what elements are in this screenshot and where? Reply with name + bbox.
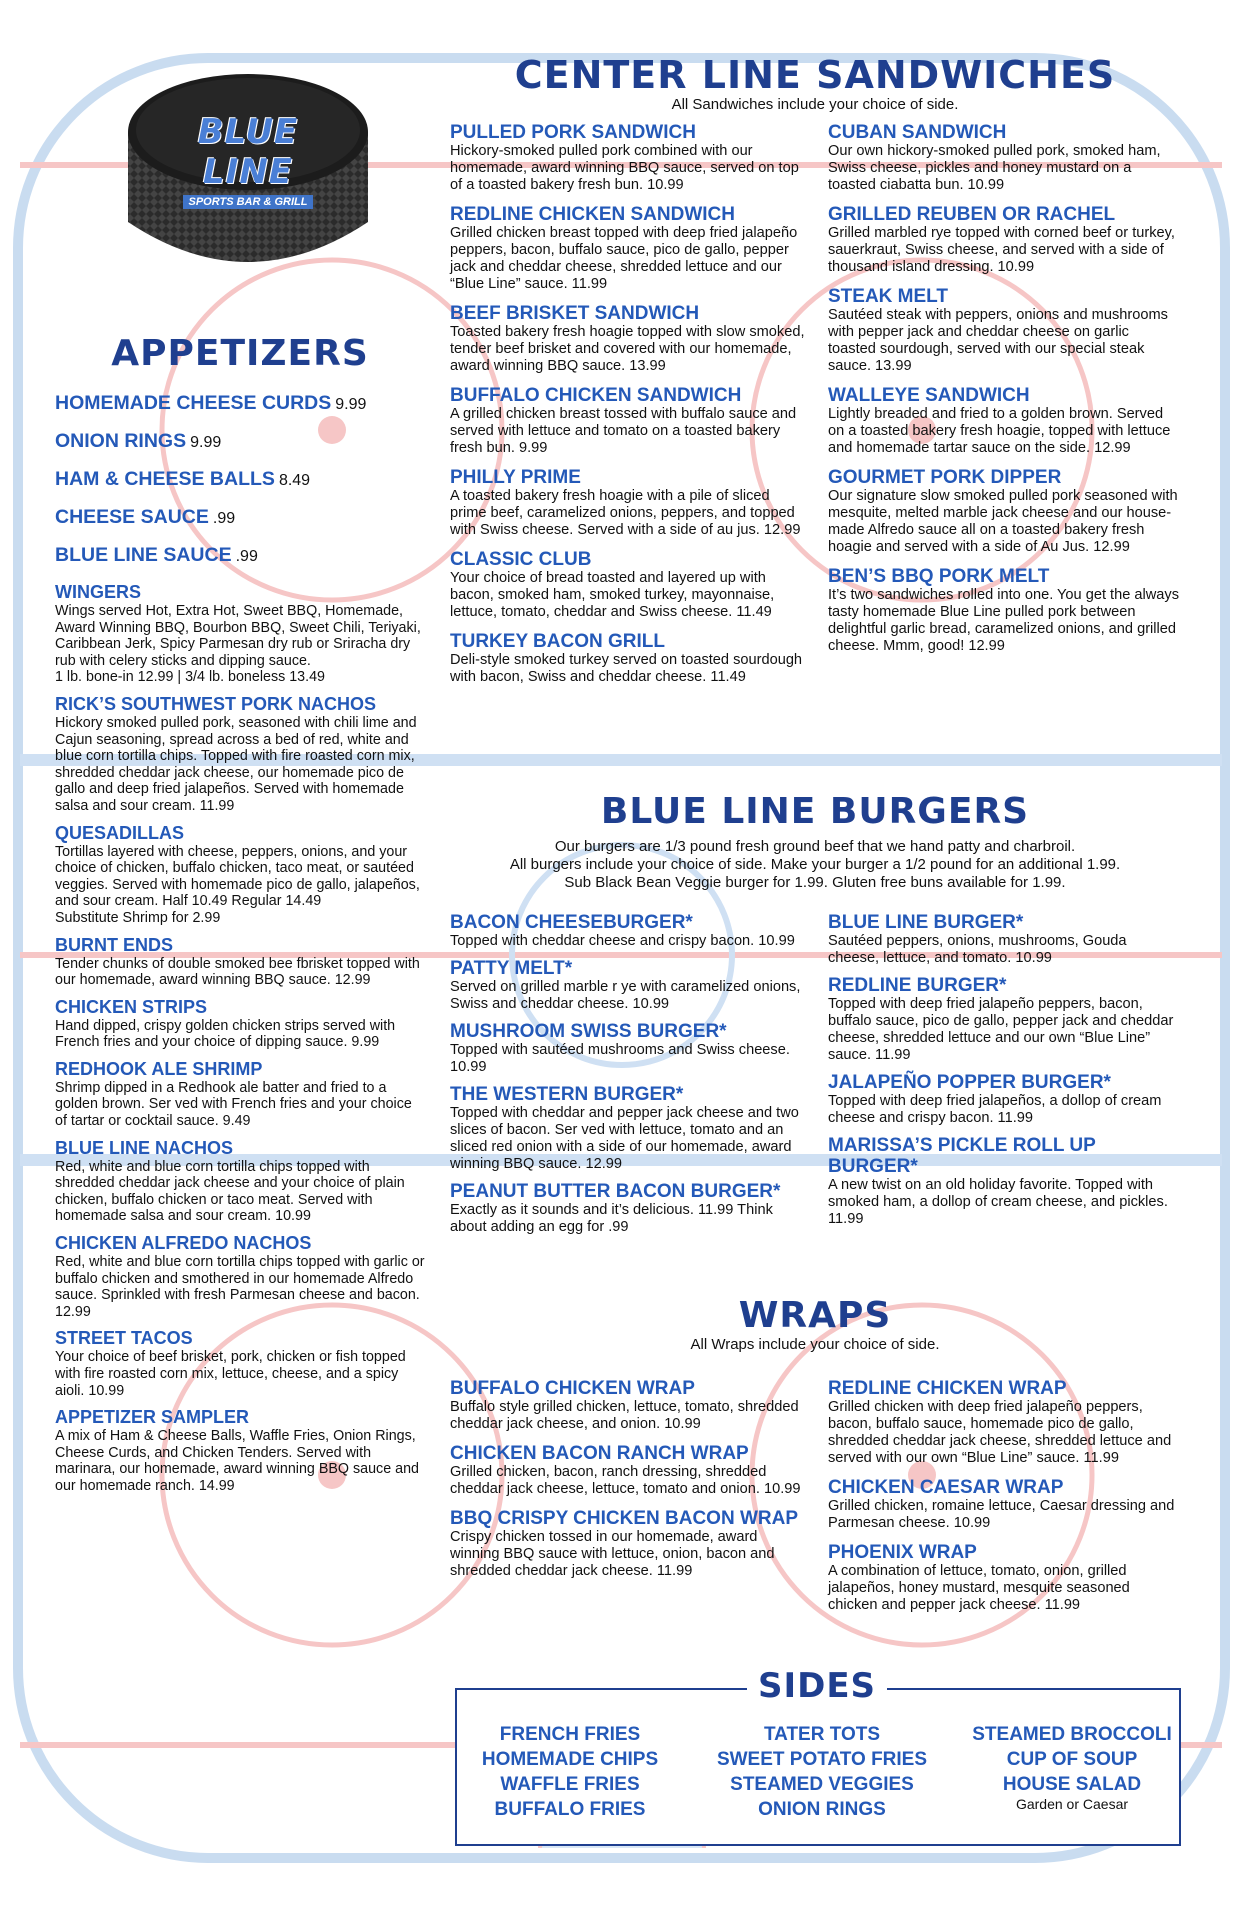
- menu-item-name: HOMEMADE CHEESE CURDS: [55, 392, 332, 414]
- menu-item-name: CHICKEN BACON RANCH WRAP: [450, 1443, 749, 1464]
- menu-item-name: MUSHROOM SWISS BURGER*: [450, 1021, 727, 1042]
- menu-item-name: CHICKEN CAESAR WRAP: [828, 1477, 1064, 1498]
- menu-item-name: CHEESE SAUCE: [55, 506, 209, 528]
- menu-item-name: BEN’S BBQ PORK MELT: [828, 566, 1050, 587]
- sandwiches-title: CENTER LINE SANDWICHES: [514, 53, 1116, 97]
- menu-item-price: .99: [235, 548, 258, 565]
- side-item: HOMEMADE CHIPS: [481, 1749, 659, 1770]
- menu-item: [450, 1084, 805, 1173]
- menu-item-name: RICK’S SOUTHWEST PORK NACHOS: [55, 693, 377, 714]
- menu-item: [55, 1407, 425, 1494]
- menu-item-description: Crispy chicken tossed in our homemade, award winning BBQ sauce with lettuce, onion, bacon and shredded cheddar jack cheese. 11.99: [450, 1529, 775, 1579]
- wraps-subtitle: All Wraps include your choice of side.: [690, 1336, 940, 1353]
- menu-item-extra: 1 lb. bone-in 12.99 | 3/4 lb. boneless 13.49: [55, 669, 325, 686]
- menu-item-description: It’s two sandwiches rolled into one. You get the always tasty homemade Blue Line pulled pork between delightful garlic bread, caramelized onions, and grilled cheese. Mmm, good! 12.99: [828, 587, 1180, 654]
- menu-item-price: 9.99: [190, 434, 222, 451]
- menu-item-description: Tortillas layered with cheese, peppers, onions, and your choice of chicken, buffalo chicken, taco meat, or sautéed veggies. Served with homemade pico de gallo, jalapeños, and sour cream. Half 10.49 Regular 14.49: [55, 843, 420, 910]
- menu-item-name: PHILLY PRIME: [450, 467, 581, 488]
- side-item: ONION RINGS: [758, 1799, 886, 1820]
- appetizer-simple-item: [55, 430, 425, 454]
- menu-item: [828, 1135, 1180, 1228]
- menu-item-name: GOURMET PORK DIPPER: [828, 467, 1062, 488]
- menu-item: [450, 122, 805, 194]
- menu-item-description: A new twist on an old holiday favorite. Topped with smoked ham, a dollop of cream cheese, and pickles. 11.99: [828, 1177, 1168, 1227]
- side-salad-note: Garden or Caesar: [1015, 1796, 1129, 1812]
- menu-item: [828, 912, 1180, 967]
- appetizer-simple-item: [55, 468, 425, 492]
- menu-item-name: BACON CHEESEBURGER*: [450, 912, 693, 933]
- menu-item-description: Topped with sautéed mushrooms and Swiss cheese. 10.99: [450, 1042, 790, 1075]
- menu-item: [55, 1059, 425, 1130]
- menu-item-description: Hickory-smoked pulled pork combined with our homemade, award winning BBQ sauce, served on top of a toasted bakery fresh bun. 10.99: [450, 143, 799, 193]
- appetizer-simple-item: [55, 506, 425, 530]
- menu-item: [55, 1138, 425, 1225]
- menu-item-name: PATTY MELT*: [450, 958, 573, 979]
- logo-title: BLUE LINE: [197, 112, 299, 192]
- menu-item-name: THE WESTERN BURGER*: [450, 1084, 684, 1105]
- menu-item-extra: Substitute Shrimp for 2.99: [55, 909, 221, 926]
- menu-item: [828, 975, 1180, 1064]
- menu-item-description: Topped with cheddar and pepper jack cheese and two slices of bacon. Ser ved with lettuce, tomato and an sliced red onion with a side of our homemade, award winning BBQ sauce. 12.99: [450, 1105, 799, 1172]
- menu-item-name: REDLINE CHICKEN SANDWICH: [450, 204, 735, 225]
- menu-item: [450, 1378, 805, 1433]
- menu-item: [450, 1021, 805, 1076]
- appetizers-section: [55, 333, 425, 1503]
- menu-item-name: APPETIZER SAMPLER: [55, 1407, 250, 1428]
- menu-item-name: BLUE LINE SAUCE: [55, 544, 232, 566]
- sides-col-1: [465, 1722, 675, 1822]
- menu-item-description: Grilled chicken, bacon, ranch dressing, shredded cheddar jack cheese, lettuce, tomato and onion. 10.99: [450, 1464, 801, 1497]
- side-item: SWEET POTATO FRIES: [716, 1749, 928, 1770]
- menu-item-name: PULLED PORK SANDWICH: [450, 122, 696, 143]
- menu-item: [55, 823, 425, 927]
- menu-item: [450, 1443, 805, 1498]
- menu-item: [55, 582, 425, 686]
- menu-item: [450, 1181, 805, 1236]
- menu-item-description: Buffalo style grilled chicken, lettuce, tomato, shredded cheddar jack cheese, and onion. 10.99: [450, 1399, 799, 1432]
- menu-item-price: .99: [212, 510, 236, 527]
- menu-item-name: ONION RINGS: [55, 430, 187, 452]
- side-item: FRENCH FRIES: [499, 1724, 641, 1745]
- menu-item-name: REDHOOK ALE SHRIMP: [55, 1058, 263, 1079]
- menu-item-description: Red, white and blue corn tortilla chips topped with shredded cheddar jack cheese and your choice of plain chicken, buffalo chicken or taco meat. Served with homemade salsa and sour cream. 10.99: [55, 1158, 405, 1225]
- menu-item: [450, 385, 805, 457]
- menu-item-description: Red, white and blue corn tortilla chips topped with garlic or buffalo chicken and smothered in our homemade Alfredo sauce. Sprinkled with fresh Parmesan cheese and bacon. 12.99: [55, 1254, 425, 1320]
- menu-item-name: CLASSIC CLUB: [450, 549, 592, 570]
- menu-item-description: Your choice of bread toasted and layered up with bacon, smoked ham, smoked turkey, mayonnaise, lettuce, tomato, cheddar and Swiss cheese. 11.49: [450, 570, 775, 620]
- menu-item-description: Topped with deep fried jalapeño peppers, bacon, buffalo sauce, pico de gallo, pepper jack and cheddar cheese, shredded lettuce and our own “Blue Line” sauce. 11.99: [828, 996, 1174, 1063]
- menu-item-description: Lightly breaded and fried to a golden brown. Served on a toasted bakery fresh hoagie, topped with lettuce and homemade tartar sauce on the side. 12.99: [828, 406, 1171, 456]
- menu-item-description: Grilled marbled rye topped with corned beef or turkey, sauerkraut, Swiss cheese, and served with a side of thousand island dressing. 10.99: [828, 225, 1175, 275]
- sides-col-3: [967, 1722, 1177, 1811]
- menu-item-name: BLUE LINE BURGER*: [828, 912, 1024, 933]
- sandwiches-right-column: [828, 122, 1180, 665]
- menu-item-name: CHICKEN STRIPS: [55, 996, 208, 1017]
- menu-item: [828, 1542, 1180, 1614]
- menu-item-name: GRILLED REUBEN OR RACHEL: [828, 204, 1116, 225]
- menu-item-name: BBQ CRISPY CHICKEN BACON WRAP: [450, 1508, 799, 1529]
- wraps-right-column: [828, 1378, 1180, 1624]
- menu-item-description: Hand dipped, crispy golden chicken strips served with French fries and your choice of dipping sauce. 9.99: [55, 1017, 396, 1051]
- menu-item: [828, 385, 1180, 457]
- side-item: STEAMED VEGGIES: [730, 1774, 914, 1795]
- menu-item: [828, 122, 1180, 194]
- menu-item-name: PHOENIX WRAP: [828, 1542, 977, 1563]
- sides-box: [455, 1666, 1181, 1846]
- menu-item-price: 8.49: [278, 472, 311, 489]
- menu-item-description: Your choice of beef brisket, pork, chicken or fish topped with fire roasted corn mix, lettuce, cheese, and a spicy aioli. 10.99: [55, 1349, 406, 1399]
- menu-item-description: Our own hickory-smoked pulled pork, smoked ham, Swiss cheese, pickles and honey mustard on a toasted ciabatta bun. 10.99: [828, 143, 1161, 193]
- menu-item: [828, 286, 1180, 375]
- side-item: HOUSE SALAD: [1002, 1774, 1142, 1795]
- menu-item-description: Shrimp dipped in a Redhook ale batter and fried to a golden brown. Ser ved with French fries and your choice of tartar or cocktail sauce. 9.49: [55, 1079, 412, 1130]
- side-item: TATER TOTS: [763, 1724, 881, 1745]
- menu-item-description: Our signature slow smoked pulled pork seasoned with mesquite, melted marble jack cheese and our house-made Alfredo sauce all on a toasted bakery fresh hoagie and served with a side of Au Jus. 12.99: [828, 488, 1178, 555]
- menu-item-description: Grilled chicken breast topped with deep fried jalapeño peppers, bacon, buffalo sauce, pico de gallo, pepper jack and cheddar cheese, shredded lettuce and our “Blue Line” sauce. 11.99: [450, 225, 798, 292]
- menu-item: [55, 694, 425, 815]
- menu-item: [450, 303, 805, 375]
- menu-item-description: Sautéed steak with peppers, onions and mushrooms with pepper jack and cheddar cheese on garlic toasted sourdough, served with our special steak sauce. 13.99: [828, 307, 1168, 374]
- menu-item-description: Grilled chicken, romaine lettuce, Caesar dressing and Parmesan cheese. 10.99: [828, 1498, 1175, 1531]
- menu-item-name: PEANUT BUTTER BACON BURGER*: [450, 1181, 781, 1202]
- menu-item-name: BUFFALO CHICKEN WRAP: [450, 1378, 695, 1399]
- menu-item-name: BURNT ENDS: [55, 934, 174, 955]
- menu-item-name: BUFFALO CHICKEN SANDWICH: [450, 385, 742, 406]
- burgers-right-column: [828, 912, 1180, 1236]
- menu-item: [55, 1328, 425, 1399]
- menu-item-description: Deli-style smoked turkey served on toasted sourdough with bacon, Swiss and cheddar cheese. 11.49: [450, 652, 803, 685]
- menu-item: [450, 1508, 805, 1580]
- side-item: BUFFALO FRIES: [494, 1799, 646, 1820]
- menu-item-name: BLUE LINE NACHOS: [55, 1137, 234, 1158]
- menu-item-name: WINGERS: [55, 582, 142, 602]
- menu-item-description: A grilled chicken breast tossed with buffalo sauce and served with lettuce and tomato on a toasted bakery fresh bun. 9.99: [450, 406, 797, 456]
- menu-item: [450, 204, 805, 293]
- menu-item: [828, 204, 1180, 276]
- menu-item: [450, 912, 805, 950]
- wraps-section: [450, 1295, 1180, 1613]
- burgers-title: BLUE LINE BURGERS: [600, 791, 1030, 832]
- burgers-note-1: Our burgers are 1/3 pound fresh ground beef that we hand patty and charbroil.: [554, 838, 1076, 855]
- menu-item: [55, 1233, 425, 1320]
- sides-title: SIDES: [747, 1666, 887, 1706]
- menu-item-name: REDLINE CHICKEN WRAP: [828, 1378, 1067, 1399]
- menu-item-name: JALAPEÑO POPPER BURGER*: [828, 1072, 1111, 1093]
- menu-item-description: Exactly as it sounds and it’s delicious. 11.99 Think about adding an egg for .99: [450, 1202, 773, 1235]
- menu-item-name: TURKEY BACON GRILL: [450, 631, 665, 652]
- menu-item-name: CUBAN SANDWICH: [828, 122, 1007, 143]
- menu-item: [828, 1378, 1180, 1467]
- appetizers-list: [55, 582, 425, 1495]
- menu-item-description: Served on grilled marble r ye with caramelized onions, Swiss and cheddar cheese. 10.99: [450, 979, 801, 1012]
- logo-subtitle: SPORTS BAR & GRILL: [183, 195, 314, 209]
- menu-item: [828, 1072, 1180, 1127]
- menu-item-description: Topped with deep fried jalapeños, a dollop of cream cheese and crispy bacon. 11.99: [828, 1093, 1162, 1126]
- sandwiches-left-column: [450, 122, 805, 696]
- menu-item-description: Tender chunks of double smoked bee fbrisket topped with our homemade, award winning BBQ sauce. 12.99: [55, 955, 420, 989]
- sides-col-2: [702, 1722, 942, 1822]
- menu-item-description: Sautéed peppers, onions, mushrooms, Gouda cheese, lettuce, and tomato. 10.99: [828, 933, 1127, 966]
- menu-item-description: Hickory smoked pulled pork, seasoned with chili lime and Cajun seasoning, spread across a bed of red, white and blue corn tortilla chips. Topped with fire roasted corn mix, shredded cheddar jack cheese, our homemade pico de gallo and deep fried jalapeños. Served with homemade salsa and sour cream. 11.99: [55, 714, 417, 814]
- menu-item: [450, 549, 805, 621]
- menu-item: [55, 935, 425, 989]
- logo-puck: [118, 62, 378, 307]
- menu-item-description: Wings served Hot, Extra Hot, Sweet BBQ, Homemade, Award Winning BBQ, Bourbon BBQ, Sweet Chili, Teriyaki, Caribbean Jerk, Spicy Parmesan dry rub or Sriracha dry rub with celery sticks and dipping sauce.: [55, 603, 421, 669]
- menu-item-name: QUESADILLAS: [55, 822, 185, 843]
- menu-item-name: MARISSA’S PICKLE ROLL UP BURGER*: [828, 1135, 1096, 1177]
- menu-item: [828, 566, 1180, 655]
- menu-item-name: REDLINE BURGER*: [828, 975, 1007, 996]
- appetizer-simple-item: [55, 544, 425, 568]
- side-item: WAFFLE FRIES: [500, 1774, 640, 1795]
- menu-item-description: Topped with cheddar cheese and crispy bacon. 10.99: [450, 933, 795, 949]
- menu-item-name: CHICKEN ALFREDO NACHOS: [55, 1233, 312, 1254]
- menu-item: [450, 631, 805, 686]
- menu-item-name: WALLEYE SANDWICH: [828, 385, 1030, 406]
- wraps-left-column: [450, 1378, 805, 1590]
- sandwiches-subtitle: All Sandwiches include your choice of side.: [671, 96, 959, 113]
- menu-item-name: BEEF BRISKET SANDWICH: [450, 303, 700, 324]
- menu-item-name: HAM & CHEESE BALLS: [55, 468, 275, 490]
- sandwiches-section: [450, 53, 1180, 685]
- wraps-title: WRAPS: [738, 1295, 892, 1336]
- menu-item-description: A mix of Ham & Cheese Balls, Waffle Fries, Onion Rings, Cheese Curds, and Chicken Tenders. Served with marinara, our homemade, award winning BBQ sauce and our homemade ranch. 14.99: [55, 1428, 419, 1494]
- menu-item-description: A toasted bakery fresh hoagie with a pile of sliced prime beef, caramelized onions, peppers, and topped with Swiss cheese. Served with a side of au jus. 12.99: [450, 488, 801, 538]
- menu-item-description: Grilled chicken with deep fried jalapeño peppers, bacon, buffalo sauce, homemade pico de gallo, shredded cheddar jack cheese, shredded lettuce and served with our own “Blue Line” sauce. 11.99: [828, 1399, 1172, 1466]
- burgers-left-column: [450, 912, 805, 1244]
- burgers-note-3: Sub Black Bean Veggie burger for 1.99. Gluten free buns available for 1.99.: [564, 874, 1066, 891]
- menu-item-name: STREET TACOS: [55, 1328, 193, 1349]
- burgers-section: [450, 791, 1180, 1235]
- menu-item: [828, 467, 1180, 556]
- appetizers-simple-list: [55, 392, 425, 568]
- side-item: CUP OF SOUP: [1006, 1749, 1138, 1770]
- appetizers-title: APPETIZERS: [111, 333, 369, 374]
- side-item: STEAMED BROCCOLI: [972, 1724, 1172, 1745]
- menu-item: [450, 467, 805, 539]
- appetizer-simple-item: [55, 392, 425, 416]
- menu-item: [55, 997, 425, 1051]
- menu-item: [450, 958, 805, 1013]
- menu-item-price: 9.99: [335, 396, 367, 413]
- burgers-note-2: All burgers include your choice of side. Make your burger a 1/2 pound for an additional 1.99.: [509, 856, 1121, 873]
- menu-item-name: STEAK MELT: [828, 286, 948, 307]
- menu-item-description: Toasted bakery fresh hoagie topped with slow smoked, tender beef brisket and covered with our homemade, award winning BBQ sauce. 13.99: [450, 324, 805, 374]
- menu-item: [828, 1477, 1180, 1532]
- menu-item-description: A combination of lettuce, tomato, onion, grilled jalapeños, honey mustard, mesquite seasoned chicken and pepper jack cheese. 11.99: [828, 1563, 1130, 1613]
